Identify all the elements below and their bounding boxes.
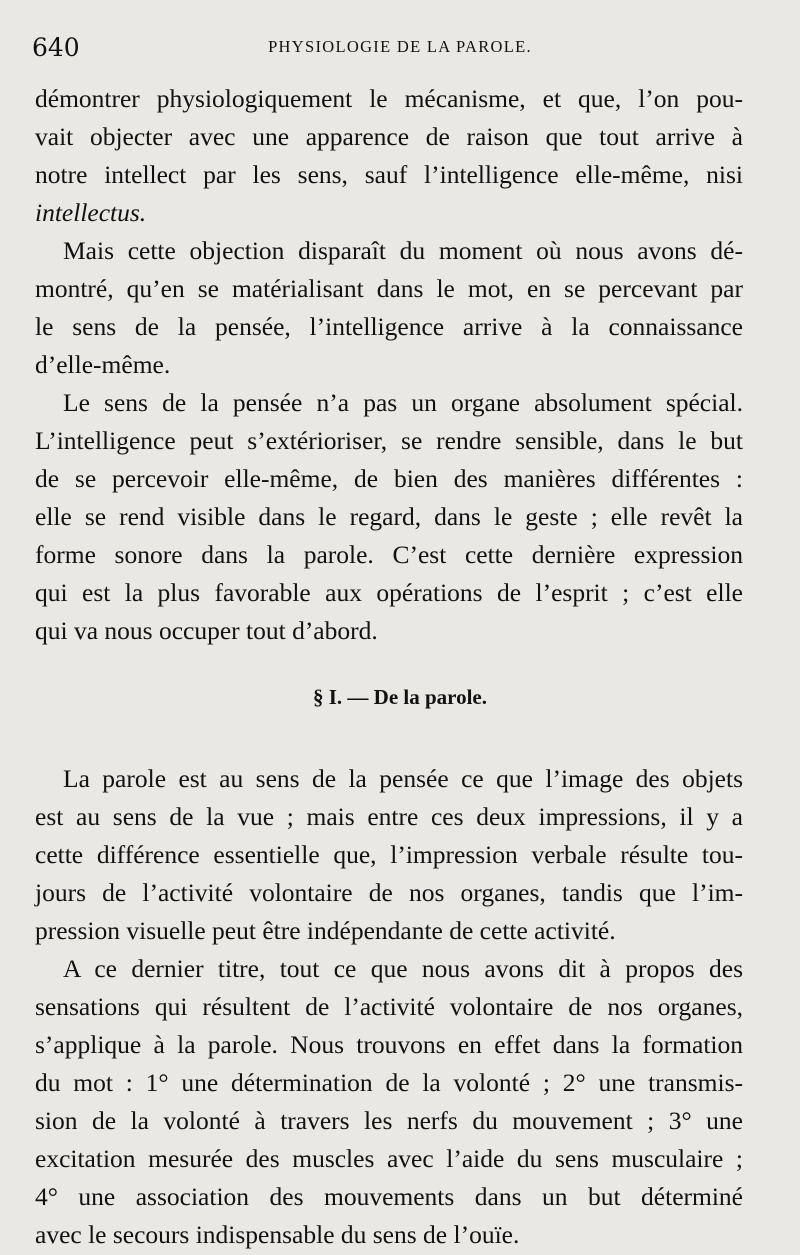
text-line: pression visuelle peut être indépendante de cette activité.	[35, 916, 616, 945]
text-line: La parole est au sens de la pensée ce que l’image des objets	[63, 764, 743, 793]
text-line: sensations qui résultent de l’activité volontaire de nos organes,	[35, 992, 743, 1021]
text-line: L’intelligence peut s’extérioriser, se rendre sensible, dans le but	[35, 426, 743, 455]
running-title: PHYSIOLOGIE DE LA PAROLE.	[268, 37, 532, 56]
text-line: vait objecter avec une apparence de raison que tout arrive à	[35, 122, 743, 151]
text-line: notre intellect par les sens, sauf l’intelligence elle-même, nisi	[35, 160, 743, 189]
text-line: s’applique à la parole. Nous trouvons en effet dans la formation	[35, 1030, 743, 1059]
text-line: du mot : 1° une détermination de la volonté ; 2° une transmis-	[35, 1068, 743, 1097]
text-line: sion de la volonté à travers les nerfs du mouvement ; 3° une	[35, 1106, 743, 1135]
text-line: Mais cette objection disparaît du moment où nous avons dé-	[63, 236, 743, 265]
text-line: de se percevoir elle-même, de bien des manières différentes :	[35, 464, 743, 493]
text-line: montré, qu’en se matérialisant dans le mot, en se percevant par	[35, 274, 743, 303]
text-line: Le sens de la pensée n’a pas un organe absolument spécial.	[63, 388, 743, 417]
text-line: elle se rend visible dans le regard, dans le geste ; elle revêt la	[35, 502, 743, 531]
text-line: est au sens de la vue ; mais entre ces deux impressions, il y a	[35, 802, 743, 831]
text-line: 4° une association des mouvements dans un but déterminé	[35, 1182, 743, 1211]
text-line: A ce dernier titre, tout ce que nous avons dit à propos des	[63, 954, 743, 983]
text-line: forme sonore dans la parole. C’est cette dernière expression	[35, 540, 743, 569]
text-line: d’elle-même.	[35, 350, 171, 379]
text-line: intellectus.	[35, 198, 147, 227]
text-line: excitation mesurée des muscles avec l’aide du sens musculaire ;	[35, 1144, 743, 1173]
text-line: démontrer physiologiquement le mécanisme, et que, l’on pou-	[35, 84, 743, 113]
text-line: le sens de la pensée, l’intelligence arrive à la connaissance	[35, 312, 743, 341]
text-line: jours de l’activité volontaire de nos organes, tandis que l’im-	[35, 878, 743, 907]
page-number: 640	[32, 33, 80, 62]
text-line: qui va nous occuper tout d’abord.	[35, 616, 378, 645]
text-line: qui est la plus favorable aux opérations de l’esprit ; c’est elle	[35, 578, 743, 607]
text-line: avec le secours indispensable du sens de l’ouïe.	[35, 1220, 520, 1249]
section-heading: § I. — De la parole.	[312, 685, 488, 709]
text-line: cette différence essentielle que, l’impression verbale résulte tou-	[35, 840, 743, 869]
